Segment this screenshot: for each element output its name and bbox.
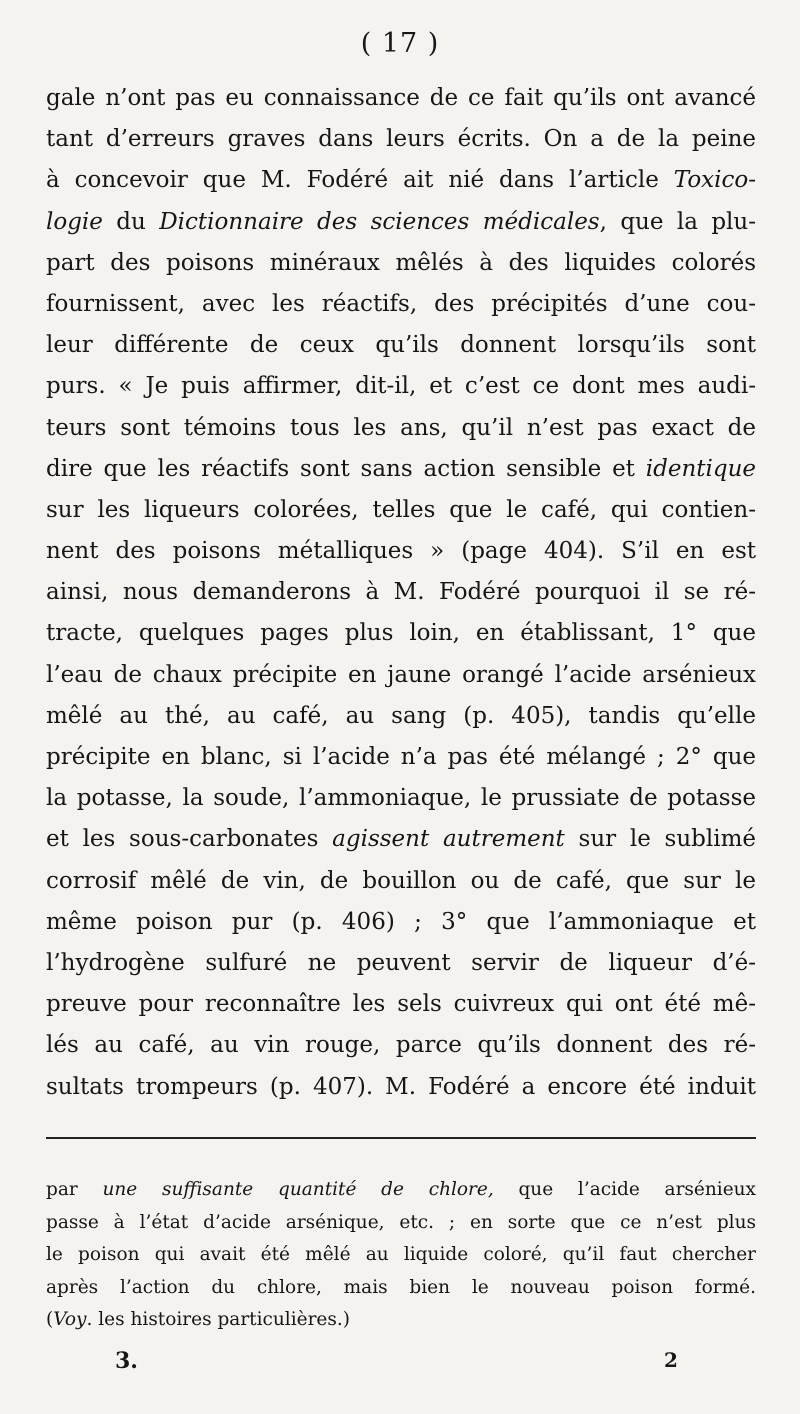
body-segment: leur différente de ceux qu’ils donnent lorsqu’ils sont xyxy=(46,332,756,359)
body-line xyxy=(46,119,756,160)
body-line xyxy=(46,531,756,572)
body-line xyxy=(46,449,756,490)
main-text xyxy=(46,78,756,1108)
footnote-segment: ( xyxy=(46,1309,54,1331)
footnote-text xyxy=(46,1174,756,1337)
body-segment: précipite en blanc, si l’acide n’a pas été mélangé ; 2° que xyxy=(46,744,756,770)
body-segment: sur les liqueurs colorées, telles que le café, qui contien- xyxy=(46,496,756,523)
body-segment: sultats trompeurs (p. 407). M. Fodéré a encore été induit xyxy=(46,1073,756,1100)
body-segment: gale n’ont pas eu connaissance de ce fait qu’ils ont avancé xyxy=(46,85,756,111)
body-segment: lés au café, au vin rouge, parce qu’ils donnent des ré- xyxy=(46,1032,756,1059)
footnote-segment: après l’action du chlore, mais bien le nouveau poison formé. xyxy=(46,1276,756,1298)
body-line xyxy=(46,572,756,613)
body-segment: tracte, quelques pages plus loin, en établissant, 1° que xyxy=(46,620,756,647)
body-segment: même poison pur (p. 406) ; 3° que l’ammoniaque et xyxy=(46,908,756,935)
body-segment: à concevoir que M. Fodéré ait nié dans l’article xyxy=(46,167,674,194)
footnote-line xyxy=(46,1239,756,1272)
body-line xyxy=(46,490,756,531)
footnote-line xyxy=(46,1174,756,1207)
body-segment: et les sous-carbonates xyxy=(46,826,333,853)
page-number: ( 17 ) xyxy=(360,28,440,59)
body-segment: teurs sont témoins tous les ans, qu’il n’est pas exact de xyxy=(46,414,756,441)
footnote-segment: par xyxy=(46,1179,103,1200)
body-segment: corrosif mêlé de vin, de bouillon ou de café, que sur le xyxy=(46,867,756,894)
body-segment: nent des poisons métalliques » (page 404). S’il en est xyxy=(46,538,756,565)
body-segment: agissent autrement xyxy=(332,826,565,853)
body-segment: part des poisons minéraux mêlés à des liquides colorés xyxy=(46,249,756,276)
body-line xyxy=(46,408,756,449)
footnote-segment: le poison qui avait été mêlé au liquide coloré, qu’il faut chercher xyxy=(46,1244,756,1266)
body-segment: Dictionnaire des sciences médicales xyxy=(159,208,600,235)
body-line xyxy=(46,778,756,819)
body-segment: ainsi, nous demanderons à M. Fodéré pourquoi il se ré- xyxy=(46,579,756,606)
body-line xyxy=(46,160,756,201)
signature-mark: 3. xyxy=(115,1348,138,1374)
body-line xyxy=(46,78,756,119)
footnote-divider xyxy=(46,1137,756,1139)
footnote-segment: une suffisante quantité de chlore, xyxy=(102,1179,494,1200)
body-segment: la potasse, la soude, l’ammoniaque, le prussiate de potasse xyxy=(46,785,756,812)
footnote-line xyxy=(46,1272,756,1305)
body-segment: purs. « Je puis affirmer, dit-il, et c’est ce dont mes audi- xyxy=(46,373,756,400)
body-segment: l’hydrogène sulfuré ne peuvent servir de liqueur d’é- xyxy=(46,949,756,976)
footnote-segment: Voy xyxy=(53,1309,87,1331)
body-segment: fournissent, avec les réactifs, des précipités d’une cou- xyxy=(46,290,756,317)
body-line xyxy=(46,943,756,984)
footnote-segment: passe à l’état d’acide arsénique, etc. ; en sorte que ce n’est plus xyxy=(46,1211,756,1233)
footnote-line xyxy=(46,1207,756,1240)
body-line xyxy=(46,243,756,284)
body-line xyxy=(46,1025,756,1066)
footnote-segment: . les histoires particulières.) xyxy=(86,1309,350,1331)
gathering-mark: 2 xyxy=(664,1348,678,1372)
body-segment: logie xyxy=(46,208,103,235)
body-line xyxy=(46,819,756,860)
body-line xyxy=(46,613,756,654)
body-line xyxy=(46,202,756,243)
body-segment: Toxico- xyxy=(673,167,756,194)
body-line xyxy=(46,325,756,366)
body-segment: du xyxy=(102,208,160,235)
body-line xyxy=(46,902,756,943)
body-line xyxy=(46,696,756,737)
body-segment: tant d’erreurs graves dans leurs écrits. On a de la peine xyxy=(46,126,756,153)
body-segment: identique xyxy=(645,455,756,482)
body-segment: l’eau de chaux précipite en jaune orangé l’acide arsénieux xyxy=(46,661,756,688)
body-segment: sur le sublimé xyxy=(564,826,756,853)
body-line xyxy=(46,861,756,902)
body-segment: dire que les réactifs sont sans action sensible et xyxy=(46,455,646,482)
body-segment: preuve pour reconnaître les sels cuivreux qui ont été mê- xyxy=(46,991,756,1018)
body-line xyxy=(46,984,756,1025)
body-segment: , que la plu- xyxy=(599,208,756,235)
body-line xyxy=(46,366,756,407)
footnote-line xyxy=(46,1304,756,1337)
footnote-segment: que l’acide arsénieux xyxy=(493,1179,756,1200)
body-segment: mêlé au thé, au café, au sang (p. 405), tandis qu’elle xyxy=(46,702,756,729)
body-line xyxy=(46,737,756,778)
body-line xyxy=(46,1067,756,1108)
body-line xyxy=(46,284,756,325)
body-line xyxy=(46,655,756,696)
